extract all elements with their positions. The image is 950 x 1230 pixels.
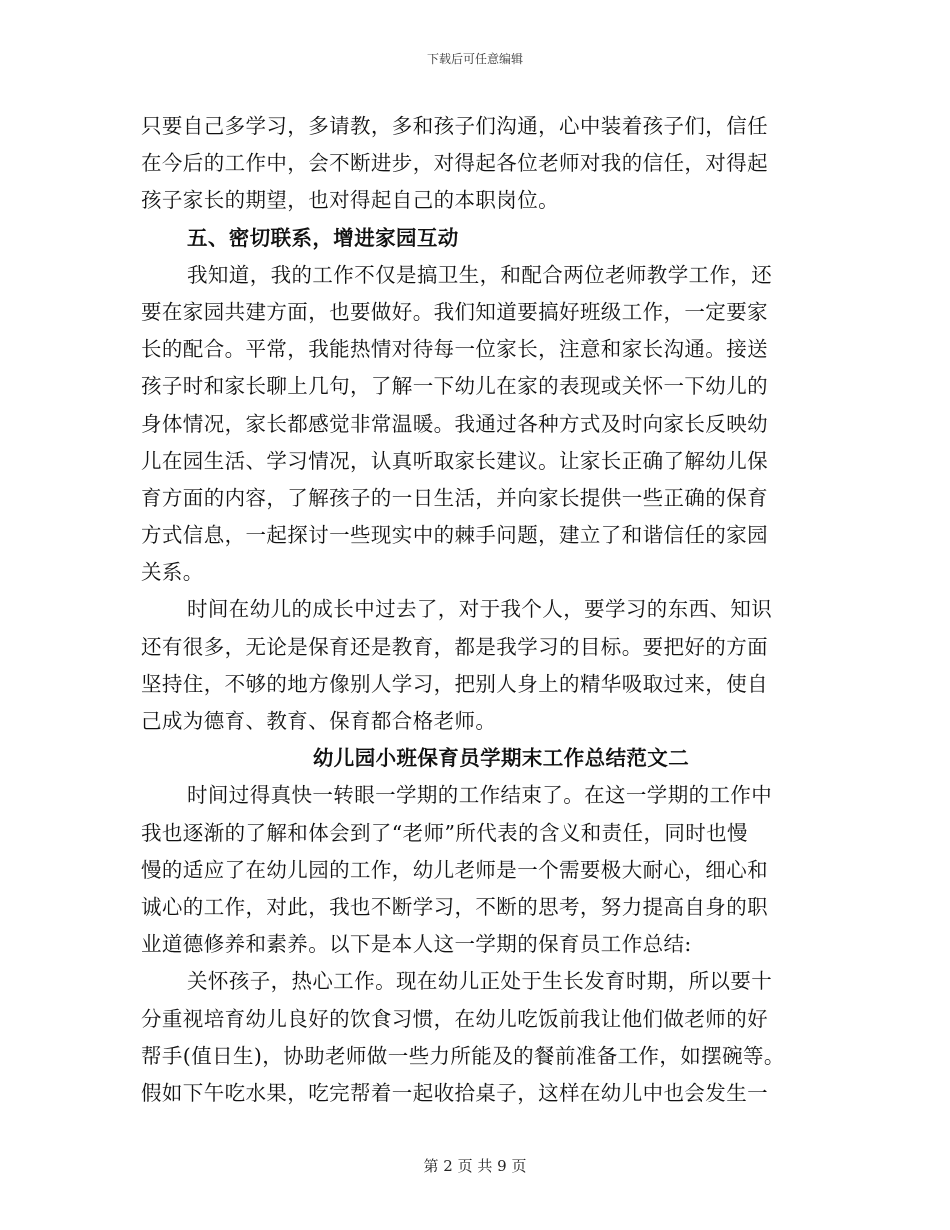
text-line: 身体情况，家长都感觉非常温暖。我通过各种方式及时向家长反映幼 [141, 411, 768, 436]
text-line: 长的配合。平常，我能热情对待每一位家长，注意和家长沟通。接送 [141, 337, 768, 362]
text-line: 方式信息，一起探讨一些现实中的棘手问题，建立了和谐信任的家园 [141, 523, 768, 548]
section-heading: 五、密切联系，增进家园互动 [187, 225, 459, 250]
text-line: 在今后的工作中，会不断进步，对得起各位老师对我的信任，对得起 [141, 151, 768, 176]
text-line: 儿在园生活、学习情况，认真听取家长建议。让家长正确了解幼儿保 [141, 448, 768, 473]
text-line: 时间过得真快一转眼一学期的工作结束了。在这一学期的工作中 [187, 783, 773, 808]
text-line: 假如下午吃水果，吃完帮着一起收拾桌子，这样在幼儿中也会发生一 [141, 1080, 768, 1105]
text-line: 己成为德育、教育、保育都合格老师。 [141, 709, 497, 733]
page-number: 第 2 页 共 9 页 [423, 1157, 527, 1175]
document-body [141, 108, 801, 1112]
text-line: 诚心的工作，对此，我也不断学习，不断的思考，努力提高自身的职 [141, 894, 768, 919]
text-line: 只要自己多学习，多请教，多和孩子们沟通，心中装着孩子们，信任 [141, 114, 768, 138]
text-line: 分重视培育幼儿良好的饮食习惯，在幼儿吃饭前我让他们做老师的好 [141, 1006, 768, 1031]
text-line: 关系。 [141, 560, 204, 585]
text-line: 慢的适应了在幼儿园的工作，幼儿老师是一个需要极大耐心，细心和 [141, 857, 768, 882]
text-line: 还有很多，无论是保育还是教育，都是我学习的目标。要把好的方面 [141, 634, 768, 659]
text-line: 帮手(值日生)，协助老师做一些力所能及的餐前准备工作，如摆碗等。 [141, 1043, 785, 1068]
text-line: 关怀孩子，热心工作。现在幼儿正处于生长发育时期，所以要十 [187, 969, 773, 994]
page-header: 下载后可任意编辑 [426, 52, 523, 66]
text-line: 孩子家长的期望，也对得起自己的本职岗位。 [141, 188, 559, 213]
text-line: 要在家园共建方面，也要做好。我们知道要搞好班级工作，一定要家 [141, 299, 768, 324]
text-line: 孩子时和家长聊上几句，了解一下幼儿在家的表现或关怀一下幼儿的 [141, 374, 768, 399]
text-line: 业道德修养和素养。以下是本人这一学期的保育员工作总结: [141, 932, 692, 957]
text-line: 育方面的内容，了解孩子的一日生活，并向家长提供一些正确的保育 [141, 485, 768, 510]
text-line: 时间在幼儿的成长中过去了，对于我个人，要学习的东西、知识 [187, 597, 773, 622]
text-line: 我也逐渐的了解和体会到了“老师”所代表的含义和责任，同时也慢 [141, 820, 748, 845]
text-line: 坚持住，不够的地方像别人学习，把别人身上的精华吸取过来，使自 [141, 671, 768, 696]
document-title: 幼儿园小班保育员学期末工作总结范文二 [312, 746, 690, 771]
text-line: 我知道，我的工作不仅是搞卫生，和配合两位老师教学工作，还 [187, 262, 773, 287]
